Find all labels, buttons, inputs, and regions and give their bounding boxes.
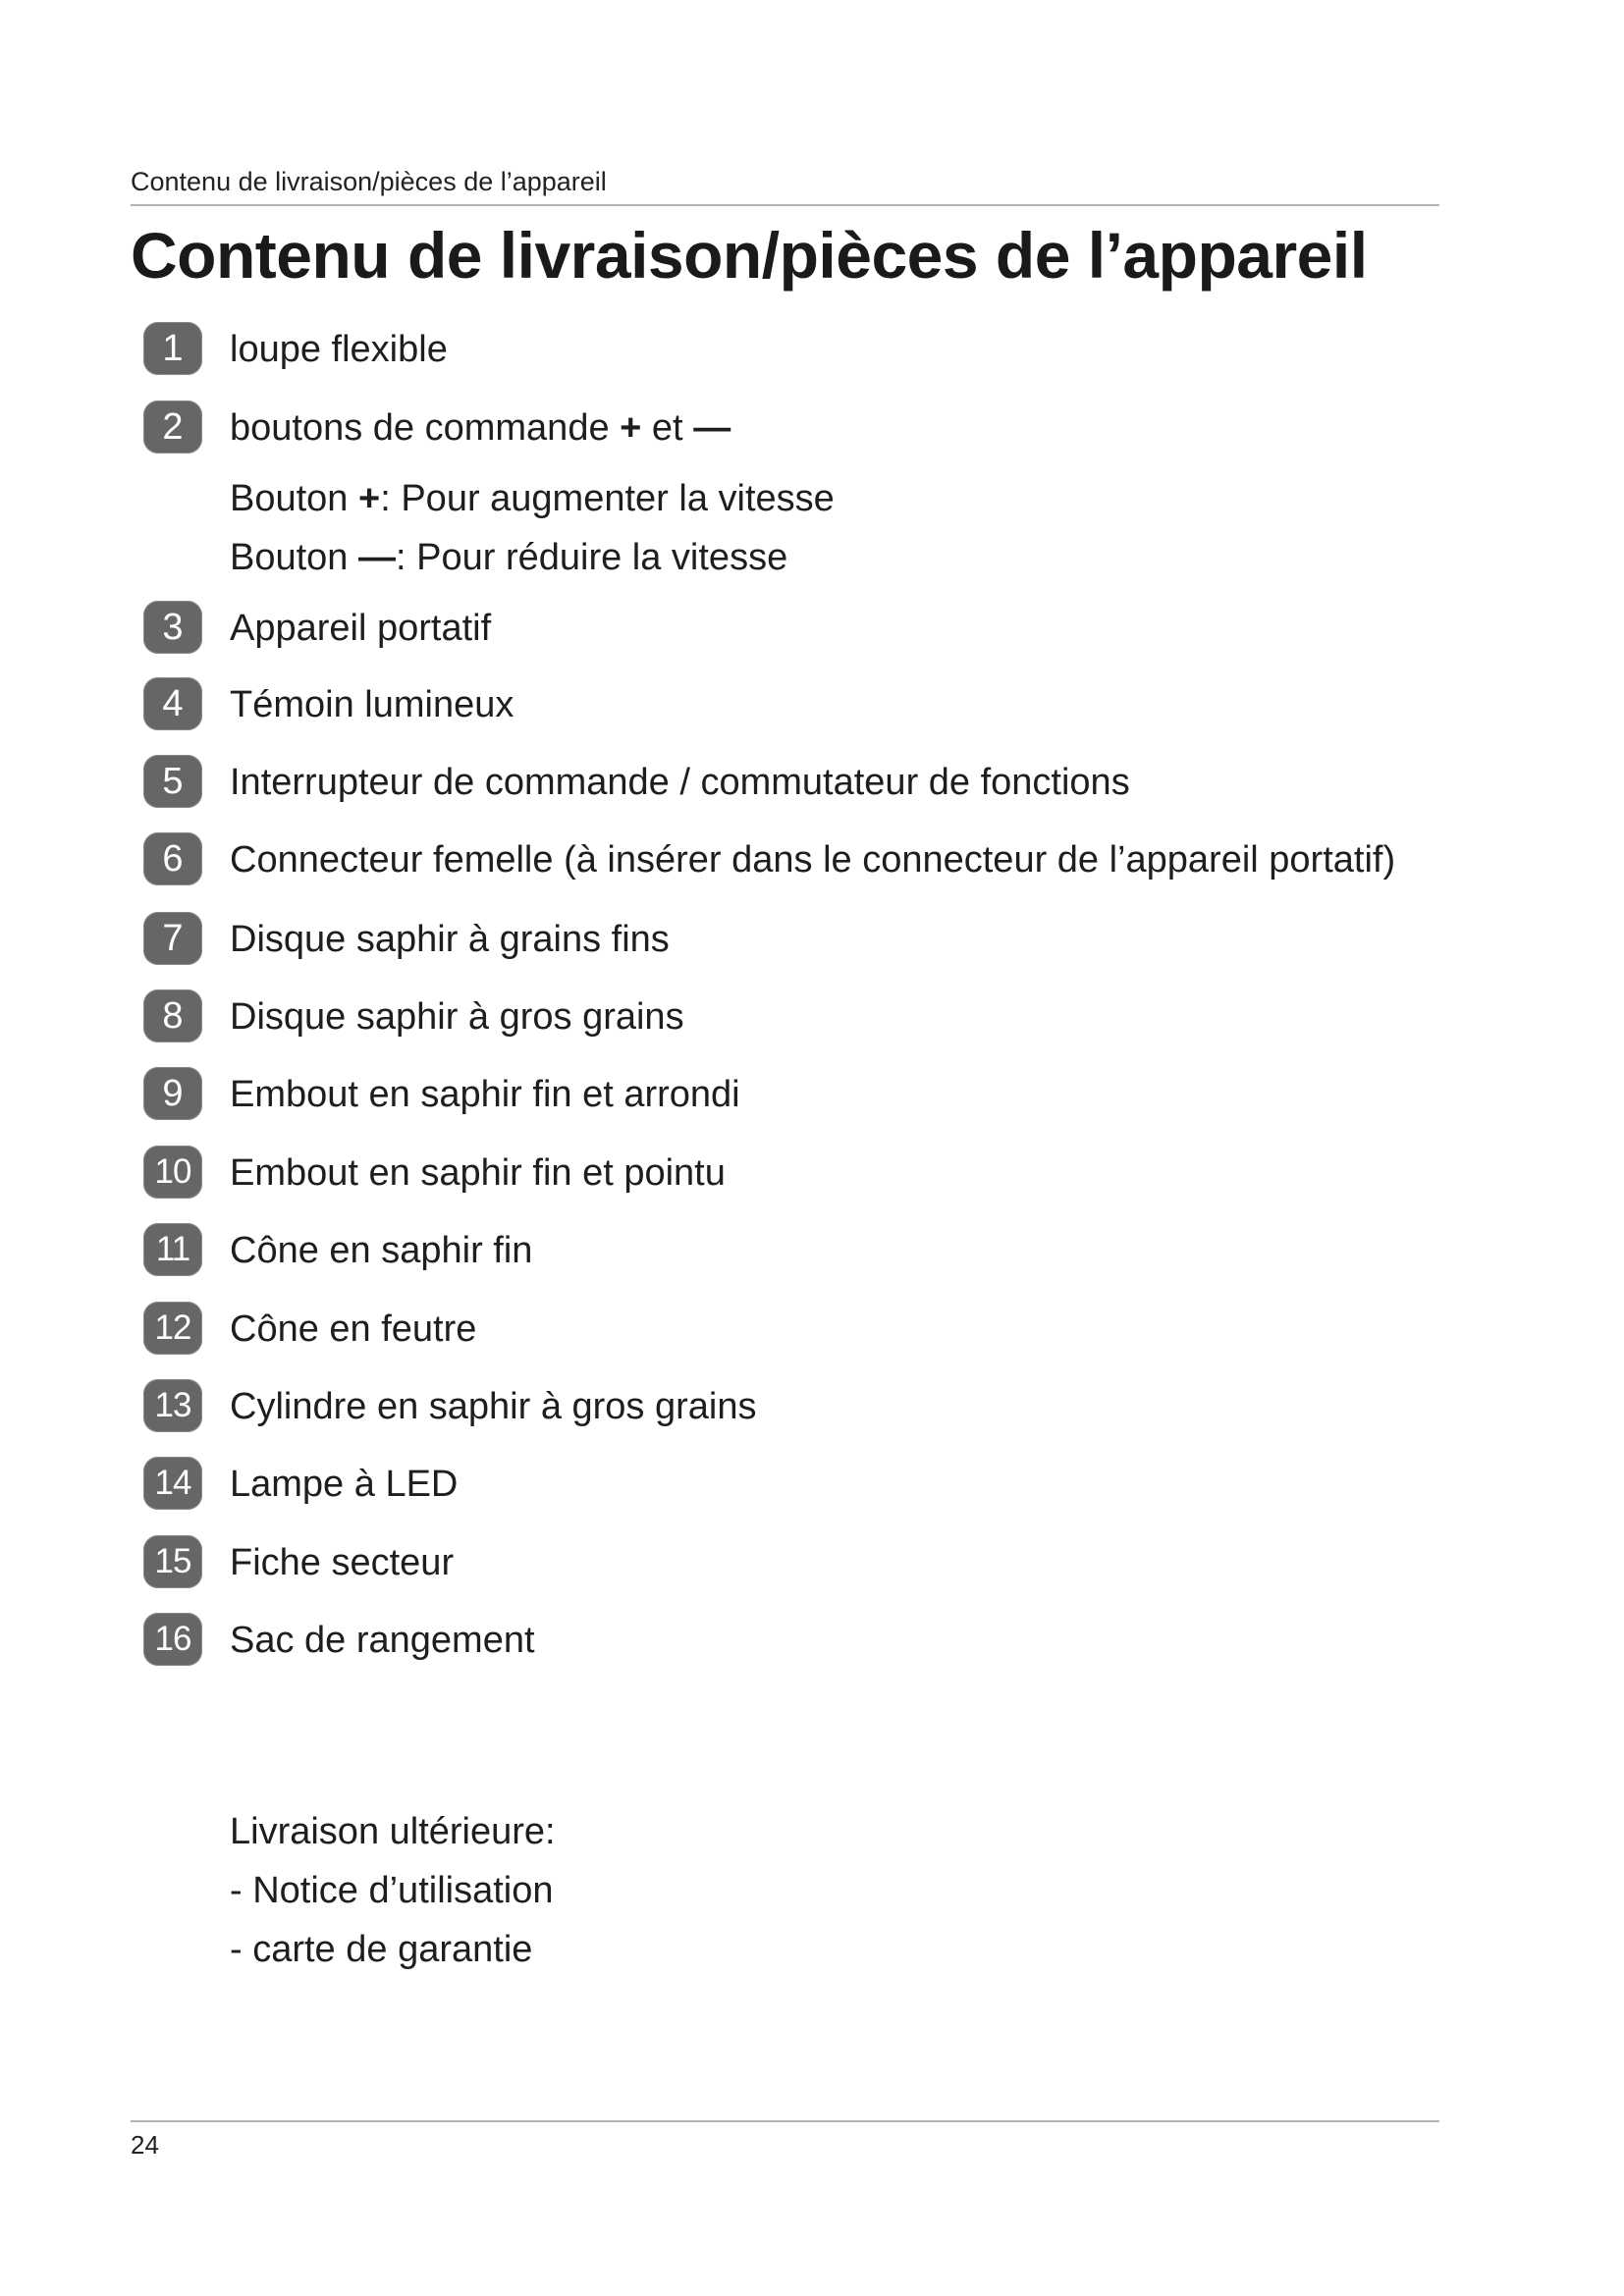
item-label: Embout en saphir fin et arrondi (230, 1074, 740, 1115)
item-label: Lampe à LED (230, 1464, 459, 1505)
page-title: Contenu de livraison/pièces de l’appareil (131, 219, 1368, 292)
header-rule (131, 204, 1439, 206)
item-label: Interrupteur de commande / commutateur de fonctions (230, 762, 1130, 803)
item-label: Disque saphir à gros grains (230, 996, 684, 1038)
item-label-text: boutons de commande (230, 407, 610, 449)
minus-symbol: — (358, 537, 397, 578)
plus-symbol: + (358, 478, 381, 519)
item-label: Cône en saphir fin (230, 1230, 533, 1271)
button-word: Bouton (230, 537, 349, 578)
item-number-badge: 4 (143, 677, 202, 730)
item-label: Disque saphir à grains fins (230, 919, 670, 960)
later-delivery-heading: Livraison ultérieure: (230, 1811, 556, 1852)
item-number-badge: 6 (143, 832, 202, 885)
item-number-badge: 7 (143, 912, 202, 965)
item-number-badge: 16 (143, 1613, 202, 1666)
item-number-badge: 10 (143, 1146, 202, 1199)
item-number-badge: 9 (143, 1067, 202, 1120)
item-number-badge: 1 (143, 322, 202, 375)
item-number-badge: 12 (143, 1302, 202, 1355)
plus-desc: : Pour augmenter la vitesse (380, 478, 835, 519)
item-number-badge: 8 (143, 989, 202, 1042)
item-number-badge: 11 (143, 1223, 202, 1276)
item-number-badge: 3 (143, 601, 202, 654)
plus-symbol: + (620, 407, 642, 449)
item-number-badge: 2 (143, 400, 202, 454)
running-header: Contenu de livraison/pièces de l’appareil (131, 167, 607, 196)
footer-rule (131, 2120, 1439, 2122)
item-number-badge: 5 (143, 755, 202, 808)
item-label: Sac de rangement (230, 1620, 535, 1661)
later-delivery-line: - Notice d’utilisation (230, 1870, 554, 1911)
item-label: Cône en feutre (230, 1308, 477, 1350)
item-number-badge: 15 (143, 1535, 202, 1588)
item-label: Embout en saphir fin et pointu (230, 1152, 726, 1194)
item-label: Fiche secteur (230, 1542, 455, 1583)
item-number-badge: 13 (143, 1379, 202, 1432)
minus-symbol: — (693, 407, 731, 449)
minus-desc: : Pour réduire la vitesse (396, 537, 788, 578)
page-number: 24 (131, 2130, 159, 2160)
item-label: Cylindre en saphir à gros grains (230, 1386, 757, 1427)
item-label: loupe flexible (230, 329, 448, 370)
item-label: Connecteur femelle (à insérer dans le connecteur de l’appareil portatif) (230, 839, 1396, 881)
later-delivery-line: - carte de garantie (230, 1929, 533, 1970)
and-word: et (651, 407, 683, 449)
item-label: Appareil portatif (230, 608, 492, 649)
item-label (230, 406, 731, 450)
item-number-badge: 14 (143, 1457, 202, 1510)
item-label: Témoin lumineux (230, 684, 514, 725)
button-word: Bouton (230, 478, 349, 519)
minus-button-description (230, 536, 787, 579)
plus-button-description (230, 477, 835, 520)
